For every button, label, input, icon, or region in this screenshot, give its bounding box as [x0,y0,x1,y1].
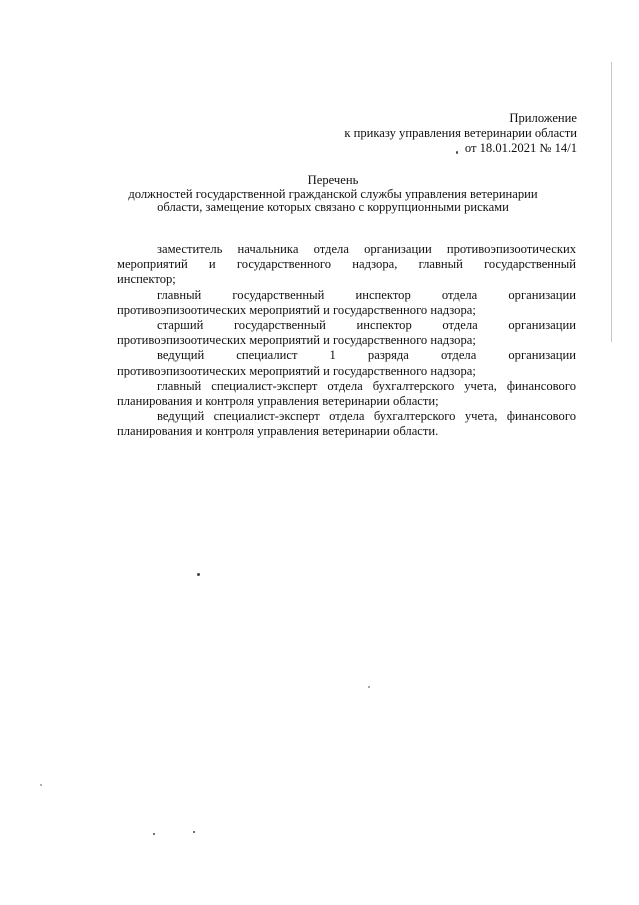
document-subtitle-line1: должностей государственной гражданской службы управления ветеринарии [128,186,538,201]
list-item: главный государственный инспектор отдела организации [157,287,576,302]
list-item-continuation: инспектор; [117,272,176,287]
list-item-continuation: планирования и контроля управления ветеринарии области; [117,394,439,409]
appendix-header [344,111,577,156]
scan-speck [153,833,155,835]
list-item: старший государственный инспектор отдела организации [157,318,576,333]
list-item-continuation: противоэпизоотических мероприятий и государственного надзора; [117,302,476,317]
list-item-continuation: мероприятий и государственного надзора, главный государственный [117,257,576,272]
scan-speck [197,573,200,576]
list-item-continuation: противоэпизоотических мероприятий и государственного надзора; [117,333,476,348]
list-item: ведущий специалист-эксперт отдела бухгалтерского учета, финансового [157,409,576,424]
appendix-order-ref: к приказу управления ветеринарии области [344,126,577,140]
appendix-date-number: от 18.01.2021 № 14/1 [464,141,577,155]
scan-edge-line [611,62,612,342]
appendix-label: Приложение [509,111,577,125]
scan-speck [456,151,458,154]
positions-list [117,242,576,440]
scan-speck [193,831,195,833]
scan-speck [368,686,370,688]
list-item: заместитель начальника отдела организации противоэпизоотических [157,242,576,256]
list-item-continuation: планирования и контроля управления ветеринарии области. [117,424,439,439]
document-subtitle-line2: области, замещение которых связано с коррупционными рисками [157,200,509,214]
list-item: главный специалист-эксперт отдела бухгалтерского учета, финансового [157,378,576,393]
scan-speck [40,784,42,786]
document-title: Перечень [307,173,359,187]
list-item-continuation: противоэпизоотических мероприятий и государственного надзора; [117,363,476,378]
list-item: ведущий специалист 1 разряда отдела организации [157,348,576,363]
document-heading [110,174,556,215]
